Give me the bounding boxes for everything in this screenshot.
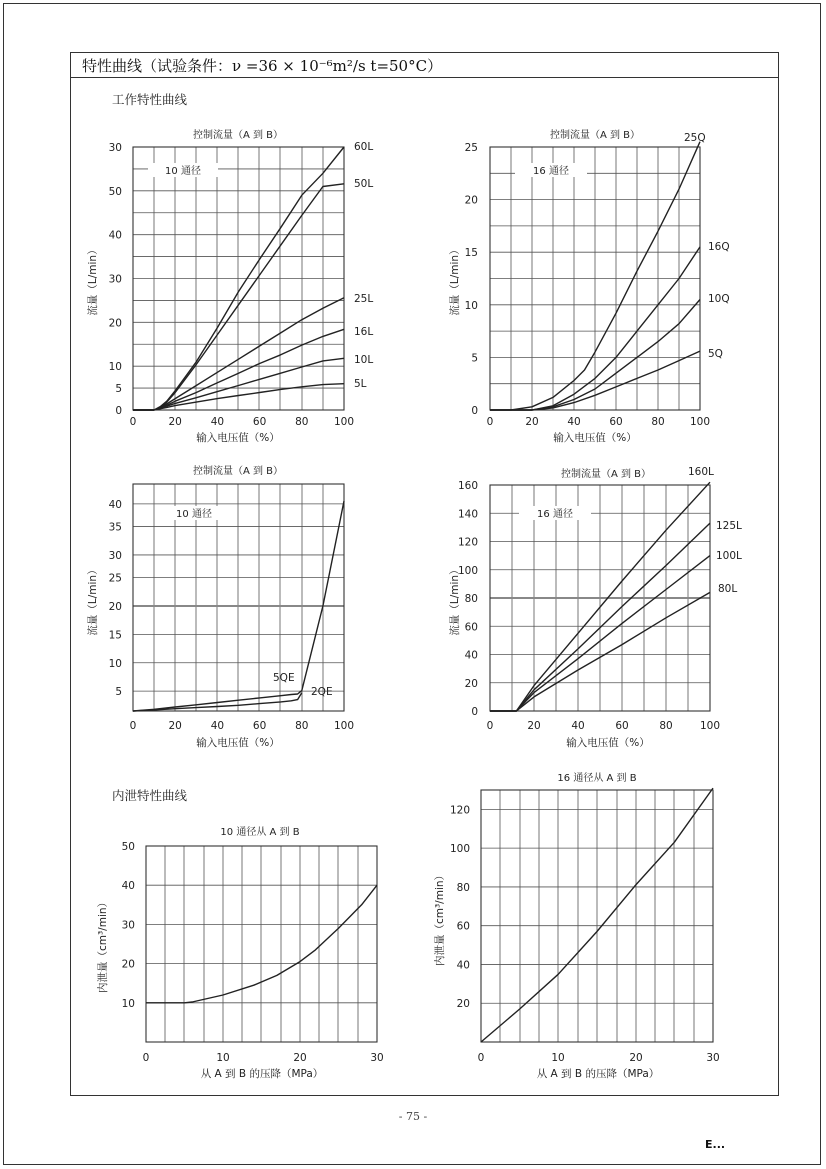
x-tick-label: 20	[629, 1052, 643, 1064]
y-tick-label: 10	[464, 299, 478, 312]
x-tick-label: 60	[615, 720, 629, 732]
x-tick-label: 100	[333, 720, 355, 732]
x-tick-label: 60	[252, 416, 267, 428]
x-axis-label: 输入电压值（%）	[196, 737, 280, 749]
chart-title: 控制流量（A 到 B）	[192, 466, 284, 477]
series-line	[146, 885, 377, 1003]
x-tick-label: 0	[486, 416, 494, 428]
y-tick-label: 80	[456, 881, 470, 894]
chart-c4	[490, 482, 710, 711]
series-label: 100L	[716, 550, 742, 562]
y-tick-label: 40	[108, 229, 122, 242]
series-label: 5L	[354, 378, 367, 390]
series-label: 125L	[716, 520, 742, 532]
y-tick-label: 20	[121, 958, 135, 971]
x-tick-label: 0	[129, 720, 137, 732]
chart-c3	[133, 484, 344, 711]
series-label: 10Q	[708, 293, 730, 305]
y-tick-label: 5	[471, 352, 478, 365]
series-label: 5Q	[708, 348, 723, 360]
y-tick-label: 25	[108, 572, 122, 585]
y-axis-label: 流量（L/min）	[449, 564, 461, 636]
y-tick-label: 50	[121, 841, 135, 853]
x-tick-label: 0	[486, 720, 494, 732]
x-tick-label: 100	[333, 416, 355, 428]
y-tick-label: 40	[464, 649, 478, 662]
series-line-25L	[133, 298, 344, 410]
y-tick-label: 40	[108, 498, 122, 511]
y-tick-label: 140	[457, 508, 478, 521]
y-tick-label: 30	[121, 919, 135, 932]
y-tick-label: 35	[108, 521, 122, 534]
x-tick-label: 80	[651, 416, 665, 428]
y-axis-label: 流量（L/min）	[449, 244, 461, 316]
y-tick-label: 40	[121, 880, 135, 893]
x-tick-label: 40	[571, 720, 585, 732]
series-label: 16L	[354, 326, 374, 338]
y-tick-label: 20	[464, 677, 478, 690]
y-tick-label: 0	[471, 706, 478, 718]
series-label: 60L	[354, 141, 374, 153]
chart-title: 16 通径从 A 到 B	[557, 773, 637, 784]
y-tick-label: 20	[108, 317, 122, 330]
x-tick-label: 20	[293, 1052, 307, 1064]
x-tick-label: 20	[168, 416, 182, 428]
series-line-16L	[133, 329, 344, 410]
series-label: 80L	[718, 583, 738, 595]
y-tick-label: 100	[457, 564, 478, 577]
x-tick-label: 30	[370, 1052, 384, 1064]
chart-c5	[146, 846, 377, 1042]
chart-title: 控制流量（A 到 B）	[549, 130, 641, 141]
series-label: 16Q	[708, 241, 730, 253]
x-tick-label: 80	[295, 720, 309, 732]
y-tick-label: 5	[115, 686, 122, 699]
x-tick-label: 0	[142, 1052, 150, 1064]
x-axis-label: 输入电压值（%）	[553, 432, 637, 444]
series-label: 160L	[688, 466, 714, 478]
chart-c6	[481, 788, 713, 1042]
y-tick-label: 120	[449, 804, 470, 817]
y-tick-label: 15	[108, 629, 122, 642]
chart-c2	[490, 142, 700, 410]
page-number: - 75 -	[398, 1110, 428, 1123]
y-tick-label: 120	[457, 536, 478, 549]
x-axis-label: 从 A 到 B 的压降（MPa）	[536, 1068, 660, 1080]
y-tick-label: 5	[115, 383, 122, 396]
chart-box-label: 16 通径	[533, 166, 569, 177]
y-tick-label: 15	[464, 247, 478, 260]
series-label: 25Q	[684, 132, 706, 144]
section-title-leakage: 内泄特性曲线	[112, 788, 188, 803]
y-tick-label: 20	[108, 601, 122, 614]
page-title: 特性曲线（试验条件：ν =36 × 10⁻⁶m²/s t=50°C）	[82, 57, 443, 75]
x-tick-label: 0	[129, 416, 137, 428]
x-tick-label: 0	[477, 1052, 485, 1064]
x-tick-label: 10	[551, 1052, 565, 1064]
x-tick-label: 100	[699, 720, 721, 732]
y-tick-label: 10	[108, 657, 122, 670]
x-axis-label: 从 A 到 B 的压降（MPa）	[200, 1068, 324, 1080]
series-label: 50L	[354, 178, 374, 190]
y-tick-label: 80	[464, 593, 478, 605]
x-tick-label: 60	[609, 416, 623, 428]
series-label: 25L	[354, 293, 374, 305]
y-tick-label: 100	[449, 843, 470, 856]
chart-title: 10 通径从 A 到 B	[220, 827, 300, 838]
y-axis-label: 流量（L/min）	[87, 244, 99, 316]
chart-box-label: 10 通径	[165, 166, 201, 177]
x-tick-label: 40	[210, 720, 225, 732]
plot-frame	[146, 846, 377, 1042]
chart-box-label: 16 通径	[537, 509, 573, 520]
y-tick-label: 30	[108, 142, 122, 154]
y-tick-label: 25	[464, 142, 478, 154]
x-tick-label: 80	[295, 416, 309, 428]
x-tick-label: 40	[567, 416, 581, 428]
y-axis-label: 内泄量（cm³/min）	[97, 896, 109, 994]
x-tick-label: 20	[525, 416, 539, 428]
x-axis-label: 输入电压值（%）	[196, 432, 280, 444]
y-tick-label: 30	[108, 273, 122, 286]
x-tick-label: 40	[210, 416, 225, 428]
chart-title: 控制流量（A 到 B）	[560, 469, 652, 480]
chart-box-label: 10 通径	[176, 509, 212, 520]
section-title-working: 工作特性曲线	[112, 92, 188, 107]
x-tick-label: 20	[168, 720, 182, 732]
footer-mark: E...	[705, 1138, 726, 1151]
y-tick-label: 60	[456, 920, 470, 933]
x-axis-label: 输入电压值（%）	[566, 737, 650, 749]
x-tick-label: 20	[527, 720, 541, 732]
chart-c1	[133, 147, 344, 410]
chart-title: 控制流量（A 到 B）	[192, 130, 284, 141]
series-label: 5QE	[273, 672, 295, 684]
y-tick-label: 0	[471, 405, 478, 417]
series-label: 10L	[354, 354, 374, 366]
y-tick-label: 160	[457, 480, 478, 492]
x-tick-label: 10	[216, 1052, 230, 1064]
x-tick-label: 30	[706, 1052, 720, 1064]
y-axis-label: 流量（L/min）	[87, 564, 99, 636]
y-tick-label: 60	[464, 621, 478, 634]
y-tick-label: 30	[108, 549, 122, 562]
y-tick-label: 20	[464, 194, 478, 207]
x-tick-label: 60	[252, 720, 267, 732]
y-tick-label: 10	[121, 997, 135, 1010]
x-tick-label: 100	[689, 416, 711, 428]
series-line-50L	[133, 184, 344, 410]
y-tick-label: 40	[456, 959, 470, 972]
y-tick-label: 10	[108, 361, 122, 374]
series-label: 2QE	[311, 686, 333, 698]
y-tick-label: 50	[108, 185, 122, 198]
y-axis-label: 内泄量（cm³/min）	[434, 869, 446, 967]
y-tick-label: 0	[115, 405, 122, 417]
x-tick-label: 80	[659, 720, 673, 732]
y-tick-label: 20	[456, 998, 470, 1011]
